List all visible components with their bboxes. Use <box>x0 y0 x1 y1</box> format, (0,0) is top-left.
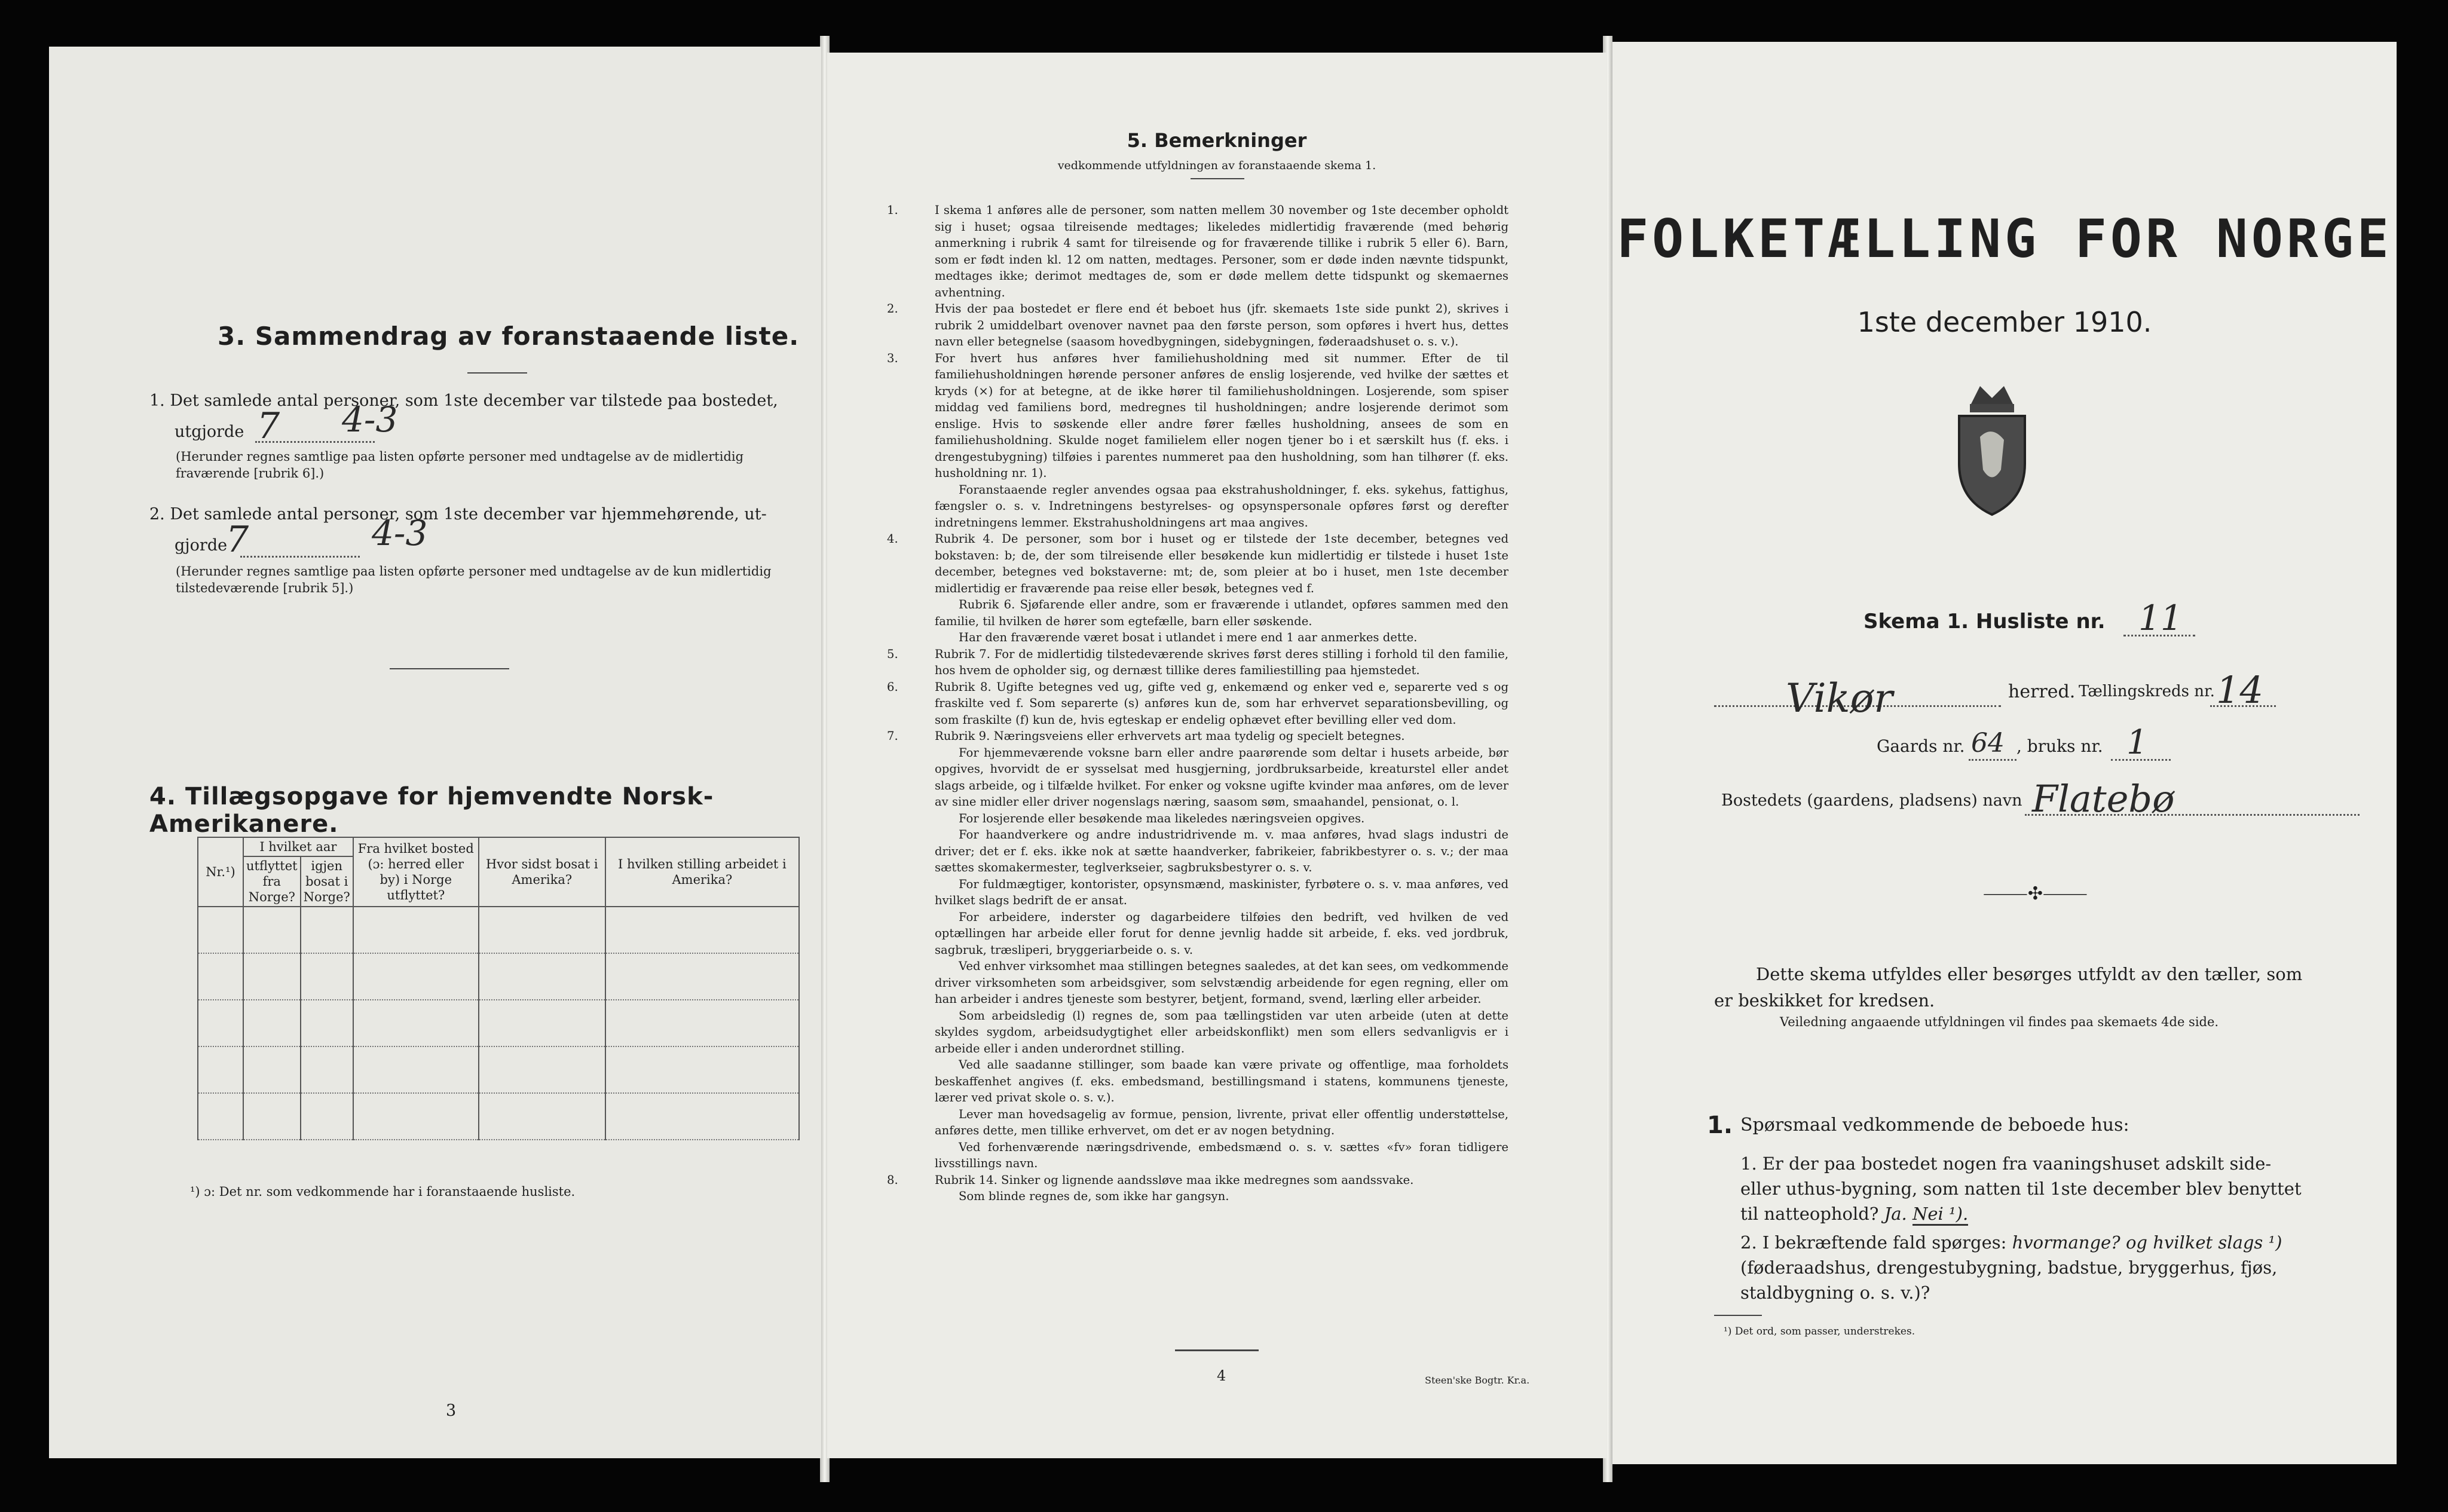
col-hvor-sidst-bosat: Hvor sidst bosat i Amerika? <box>479 837 605 907</box>
remark-item <box>911 1188 1508 1205</box>
form-date: 1ste december 1910. <box>1857 306 2152 338</box>
remark-number: 1. <box>887 203 898 217</box>
remark-item <box>911 1139 1508 1172</box>
form-title: FOLKETÆLLING FOR NORGE <box>1617 208 2392 270</box>
divider <box>1175 1349 1259 1351</box>
remark-item <box>887 679 1508 729</box>
table-row <box>198 1046 799 1093</box>
answer-ja: Ja. <box>1884 1204 1907 1224</box>
gaards-value: 64 <box>1971 728 2005 758</box>
question-head-number: 1. <box>1707 1112 1733 1139</box>
remark-item <box>911 827 1508 876</box>
printer-mark: Steen'ske Bogtr. Kr.a. <box>1425 1375 1530 1386</box>
kreds-label: Tællingskreds nr. <box>2079 682 2215 700</box>
remark-text: Rubrik 14. Sinker og lignende aandssløve maa ikke medregnes som aandssvake. <box>935 1173 1414 1187</box>
question-1 <box>1740 1151 2314 1226</box>
s3-q1-handwritten-count: 7 <box>257 405 280 447</box>
table-cell <box>243 907 301 953</box>
bosted-label: Bostedets (gaardens, pladsens) navn <box>1721 791 2022 810</box>
table-cell <box>479 953 605 1000</box>
remark-number: 8. <box>887 1173 898 1187</box>
remark-item <box>911 745 1508 810</box>
remark-text: Har den fraværende været bosat i utlandet i mere end 1 aar anmerkes dette. <box>959 630 1418 644</box>
coat-of-arms-icon <box>1947 380 2037 518</box>
question-2-hvormange: hvormange? <box>2012 1232 2120 1253</box>
remark-text: For hjemmeværende voksne barn eller andre paarørende som deltar i husets arbeide, bør opgives, hvorvidt de er sysselsat med husgjerning, jordbruksarbeide, kreaturstel eller andet slags arbeide, og i tilfælde hvilket. For enker og voksne ugifte kvinder maa anføres, om de lever av sine midler eller driver nogenslags næring, saasom søm, smaahandel, pensionat, o. l. <box>935 745 1508 809</box>
s3-q2-handwritten-split: 4-3 <box>372 513 428 553</box>
col-igjen-bosat: igjen bosat i Norge? <box>301 856 353 907</box>
remark-text: I skema 1 anføres alle de personer, som natten mellem 30 november og 1ste december opholdt sig i huset; ogsaa tilreisende medtages; likeledes midlertidig fraværende (med behørig anmerkning i rubrik 4 samt for tilreisende og for fraværende tillike i rubrik 5 eller 6). Barn, som er født inden kl. 12 om natten, medtages. Personer, som er døde inden nævnte tidspunkt, medtages ikke; derimot medtages de, som er døde mellem dette tidspunkt og skemaernes avhentning. <box>935 203 1508 299</box>
remark-text: For arbeidere, inderster og dagarbeidere tilføies den bedrift, ved hvilken de ved optællingen har arbeide eller forut for denne jevnlig hadde sit arbeide, f. eks. ved jordbruk, sagbruk, træsliperi, bryggeriarbeide o. s. v. <box>935 910 1508 957</box>
s3-question-2: 2. Det samlede antal personer, som 1ste december var hjemmehørende, ut- <box>149 505 767 524</box>
gaards-label: Gaards nr. <box>1877 736 1965 756</box>
remark-text: Ved enhver virksomhet maa stillingen betegnes saaledes, at det kan sees, om vedkommende driver virksomheten som arbeidsgiver, som selvstændig arbeidende for egen regning, eller om han arbeider i andres tjeneste som bestyrer, betjent, formand, svend, lærling eller arbeider. <box>935 959 1508 1006</box>
table-row <box>198 907 799 953</box>
table-cell <box>605 1046 799 1093</box>
table-cell <box>301 953 353 1000</box>
question-1-text: 1. Er der paa bostedet nogen fra vaaningshuset adskilt side- eller uthus-bygning, som natten til 1ste december blev benyttet til natteophold? <box>1740 1153 2302 1224</box>
table-row <box>198 953 799 1000</box>
remark-item <box>887 646 1508 679</box>
question-2-hvilket-slags: og hvilket slags ¹) <box>2125 1232 2282 1253</box>
table-cell <box>479 1093 605 1140</box>
s3-question-1: 1. Det samlede antal personer, som 1ste december var tilstede paa bostedet, <box>149 391 778 410</box>
remark-item <box>887 202 1508 301</box>
remark-text: Ved forhenværende næringsdrivende, embedsmænd o. s. v. sættes «fv» foran tidligere livsstillings navn. <box>935 1140 1508 1170</box>
s3-q1-prefix: utgjorde <box>175 423 244 441</box>
s3-q1-note: (Herunder regnes samtlige paa listen opførte personer med undtagelse av de midlertidig fraværende [rubrik 6].) <box>176 449 744 480</box>
page-number: 3 <box>446 1401 457 1420</box>
remark-item <box>887 1172 1508 1189</box>
remark-item <box>911 1057 1508 1106</box>
section-4-title: 4. Tillægsopgave for hjemvendte Norsk-Amerikanere. <box>149 783 714 838</box>
s3-q2-note: (Herunder regnes samtlige paa listen opførte personer med undtagelse av de kun midlertidig tilstedeværende [rubrik 5].) <box>176 564 772 595</box>
remark-item <box>911 482 1508 531</box>
remark-text: Rubrik 4. De personer, som bor i huset og er tilstede der 1ste december, betegnes ved bokstaven: b; de, der som tilreisende eller besøkende kun midlertidig er tilstede i huset 1ste december, betegnes ved bokstaverne: mt; de, som pleier at bo i huset, men 1ste december midlertidig er fraværende paa reise eller besøk, betegnes ved f. <box>935 532 1508 595</box>
section-3-title: 3. Sammendrag av foranstaaende liste. <box>218 322 800 351</box>
remark-text: For haandverkere og andre industridrivende m. v. maa anføres, hvad slags industri de driver; det er f. eks. ikke nok at sætte haandverker, fabrikeier, fabrikbestyrer o. s. v.; der maa sættes skomakermester, teglverkseier, sagbruksbestyrer o. s. v. <box>935 828 1508 874</box>
table-cell <box>479 1046 605 1093</box>
table-cell <box>198 1093 243 1140</box>
ornament-icon: ⸻✣⸻ <box>1983 883 2088 904</box>
divider <box>390 668 509 669</box>
table-cell <box>301 1046 353 1093</box>
remark-text: Lever man hovedsagelig av formue, pension, livrente, privat eller offentlig understøttelse, anføres dette, men tillike erhvervet, om det er av nogen betydning. <box>935 1107 1508 1137</box>
answer-nei-underlined: Nei ¹). <box>1912 1204 1968 1226</box>
remark-number: 6. <box>887 680 898 694</box>
answer-line <box>240 556 360 558</box>
middle-page <box>827 53 1606 1458</box>
left-page <box>49 47 821 1458</box>
table-cell <box>605 1000 799 1046</box>
table-cell <box>353 1046 479 1093</box>
col-utflyttet: utflyttet fra Norge? <box>243 856 301 907</box>
table-cell <box>301 1093 353 1140</box>
remark-number: 3. <box>887 351 898 365</box>
table-cell <box>353 953 479 1000</box>
bruks-value: 1 <box>2126 723 2148 762</box>
table-cell <box>198 1000 243 1046</box>
footnote: ¹) Det ord, som passer, understrekes. <box>1724 1326 1915 1337</box>
remarks-title: 5. Bemerkninger <box>1127 129 1307 152</box>
table-cell <box>243 1046 301 1093</box>
right-page <box>1612 42 2397 1464</box>
divider <box>1714 1315 1762 1316</box>
herred-value: Vikør <box>1786 675 1893 721</box>
question-2 <box>1740 1230 2314 1305</box>
answer-line <box>1969 759 2016 761</box>
col-fra-hvilket-bosted: Fra hvilket bosted (ɔ: herred eller by) i Norge utflyttet? <box>353 837 479 907</box>
schema-label: Skema 1. Husliste nr. <box>1863 610 2106 633</box>
norsk-amerikanere-table <box>197 837 800 1140</box>
s3-q2-handwritten-count: 7 <box>226 519 249 561</box>
remark-item <box>911 1106 1508 1139</box>
herred-label: herred. <box>2008 681 2076 702</box>
col-i-hvilket-aar: I hvilket aar <box>243 837 353 856</box>
remark-item <box>911 958 1508 1008</box>
page-number: 4 <box>1217 1367 1226 1384</box>
footnote: ¹) ɔ: Det nr. som vedkommende har i foranstaaende husliste. <box>190 1184 576 1199</box>
col-nr: Nr.¹) <box>198 837 243 907</box>
instruction-1: Dette skema utfyldes eller besørges utfyldt av den tæller, som er beskikket for kredsen. <box>1714 964 2303 1011</box>
remark-item <box>911 909 1508 959</box>
remark-number: 2. <box>887 302 898 316</box>
table-cell <box>605 953 799 1000</box>
remarks-list <box>887 202 1508 1205</box>
remark-number: 4. <box>887 532 898 546</box>
remark-text: For hvert hus anføres hver familiehusholdning med sit nummer. Efter de til familiehusholdningen hørende personer anføres de enslig losjerende, ved hvilke der sættes et kryds (×) for at betegne, at de ikke hører til familiehusholdningen. Losjerende, som spiser middag ved familiens bord, medregnes til husholdningen; andre losjerende derimot som enslige. Hvis to søskende eller andre fører fælles husholdning, ansees de som en familiehusholdning. Skulde noget familielem eller nogen tjener bo i et særskilt hus (f. eks. i drengestubygning) tilføies i parentes nummeret paa den husholdning, som han tilhører (f. eks. husholdning nr. 1). <box>935 351 1508 480</box>
remark-text: Som arbeidsledig (l) regnes de, som paa tællingstiden var uten arbeide (uten at dette skyldes sygdom, arbeidsudygtighet eller arbeidskonflikt) men som ellers sedvanligvis er i arbeide eller i anden underordnet stilling. <box>935 1008 1508 1055</box>
kreds-value: 14 <box>2216 668 2263 712</box>
divider <box>1191 178 1244 179</box>
table-cell <box>353 907 479 953</box>
remark-item <box>911 596 1508 629</box>
table-cell <box>479 907 605 953</box>
table-cell <box>243 953 301 1000</box>
remark-item <box>887 301 1508 350</box>
table-cell <box>198 907 243 953</box>
question-2-examples: (føderaadshus, drengestubygning, badstue, bryggerhus, fjøs, staldbygning o. s. v.)? <box>1740 1257 2278 1303</box>
remark-text: Rubrik 6. Sjøfarende eller andre, som er fraværende i utlandet, opføres sammen med den familie, til hvilken de hører som egtefælle, barn eller søskende. <box>935 598 1508 628</box>
table-row <box>198 1093 799 1140</box>
table-cell <box>353 1000 479 1046</box>
table-cell <box>605 1093 799 1140</box>
bruks-label: , bruks nr. <box>2016 736 2103 756</box>
question-2-lead: 2. I bekræftende fald spørges: <box>1740 1232 2007 1253</box>
table-cell <box>353 1093 479 1140</box>
remark-number: 7. <box>887 729 898 743</box>
remark-item <box>887 531 1508 596</box>
remark-text: Rubrik 8. Ugifte betegnes ved ug, gifte ved g, enkemænd og enker ved e, separerte ved s og fraskilte ved f. Som separerte (s) anføres kun de, som har erhvervet separationsbevilling, og som fraskilte (f) kun de, hvis egteskap er endelig ophævet efter bevilling eller ved dom. <box>935 680 1508 727</box>
table-cell <box>301 907 353 953</box>
remark-text: Rubrik 9. Næringsveiens eller erhvervets art maa tydelig og specielt betegnes. <box>935 729 1405 743</box>
remark-item <box>911 1008 1508 1057</box>
table-cell <box>479 1000 605 1046</box>
instruction-2: Veiledning angaaende utfyldningen vil findes paa skemaets 4de side. <box>1780 1015 2219 1029</box>
remark-text: For fuldmægtiger, kontorister, opsynsmænd, maskinister, fyrbøtere o. s. v. maa anføres, ved hvilket slags bedrift de er ansat. <box>935 877 1508 907</box>
remark-text: For losjerende eller besøkende maa likeledes næringsveien opgives. <box>959 811 1365 825</box>
s3-q1-handwritten-split: 4-3 <box>342 399 398 440</box>
remark-item <box>911 810 1508 827</box>
table-row <box>198 1000 799 1046</box>
remark-text: Hvis der paa bostedet er flere end ét beboet hus (jfr. skemaets 1ste side punkt 2), skrives i rubrik 2 umiddelbart ovenover navnet paa den første person, som opføres i hvert hus, dettes navn eller betegnelse (saasom hovedbygningen, sidebygningen, føderaadshuset o. s. v.). <box>935 302 1508 348</box>
remark-text: Ved alle saadanne stillinger, som baade kan være private og offentlige, maa forholdets beskaffenhet angives (f. eks. embedsmand, bestillingsmand i statens, kommunens tjeneste, lærer ved privat skole o. s. v.). <box>935 1058 1508 1104</box>
remarks-subtitle: vedkommende utfyldningen av foranstaaende skema 1. <box>1057 159 1376 172</box>
remark-item <box>911 876 1508 909</box>
table-cell <box>243 1093 301 1140</box>
table-cell <box>243 1000 301 1046</box>
remark-number: 5. <box>887 647 898 661</box>
remark-item <box>887 728 1508 745</box>
remark-text: Rubrik 7. For de midlertidig tilstedeværende skrives først deres stilling i forhold til den familie, hos hvem de opholder sig, og dernæst tillike deres familiestilling paa hjemstedet. <box>935 647 1508 677</box>
s3-q2-prefix: gjorde <box>175 536 228 555</box>
divider <box>467 372 527 374</box>
table-cell <box>605 907 799 953</box>
bosted-value: Flatebø <box>2032 777 2175 821</box>
remark-item <box>887 350 1508 482</box>
table-cell <box>198 953 243 1000</box>
remark-text: Som blinde regnes de, som ikke har gangsyn. <box>959 1189 1229 1203</box>
question-head: Spørsmaal vedkommende de beboede hus: <box>1740 1115 2129 1135</box>
remark-text: Foranstaaende regler anvendes ogsaa paa ekstrahusholdninger, f. eks. sykehus, fattighus, fængsler o. s. v. Indretningens bestyrelses- og opsynspersonale opføres først og derefter indretningens lemmer. Ekstrahusholdningens art maa angives. <box>935 482 1508 529</box>
remark-item <box>911 629 1508 646</box>
husliste-number: 11 <box>2138 598 2183 638</box>
table-cell <box>301 1000 353 1046</box>
table-cell <box>198 1046 243 1093</box>
col-stilling: I hvilken stilling arbeidet i Amerika? <box>605 837 799 907</box>
